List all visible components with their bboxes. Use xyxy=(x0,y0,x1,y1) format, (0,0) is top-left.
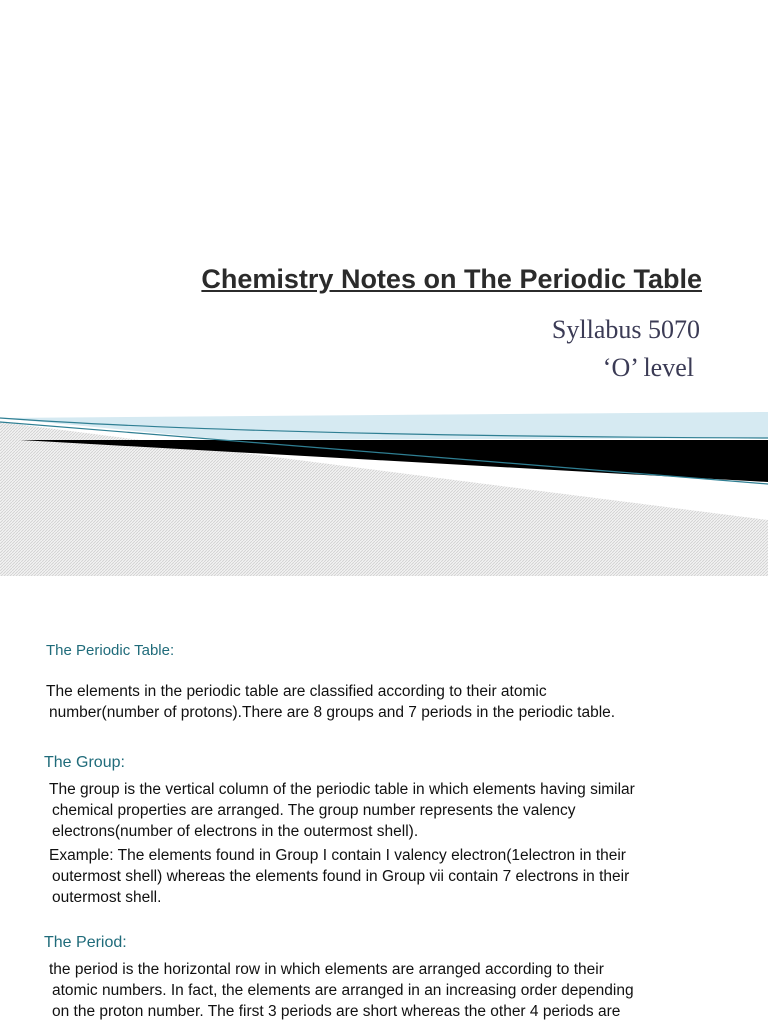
text-line: outermost shell. xyxy=(52,889,162,906)
subtitle-syllabus: Syllabus 5070 xyxy=(551,315,700,344)
heading-group: The Group: xyxy=(44,754,125,771)
text-line: The group is the vertical column of the periodic table in which elements having similar xyxy=(49,781,635,798)
text-line: Example: The elements found in Group I contain I valency electron(1electron in their xyxy=(49,847,626,864)
periodic-table-notes-slide xyxy=(0,576,768,1024)
text-line: The elements in the periodic table are classified according to their atomic xyxy=(46,683,547,700)
periodic-table-paragraph xyxy=(46,681,746,723)
text-line: number(number of protons).There are 8 groups and 7 periods in the periodic table. xyxy=(49,704,616,721)
text-line: chemical properties are arranged. The group number represents the valency xyxy=(52,802,576,819)
group-paragraph xyxy=(49,779,749,842)
slide-title: Chemistry Notes on The Periodic Table xyxy=(201,264,702,294)
heading-periodic-table: The Periodic Table: xyxy=(46,642,175,659)
text-line: outermost shell) whereas the elements found in Group vii contain 7 electrons in their xyxy=(52,868,630,885)
text-line: on the proton number. The first 3 periods are short whereas the other 4 periods are xyxy=(52,1003,621,1020)
heading-period: The Period: xyxy=(44,934,127,951)
period-paragraph xyxy=(49,959,749,1022)
text-line: the period is the horizontal row in which elements are arranged according to their xyxy=(49,961,604,978)
group-example-paragraph xyxy=(49,845,749,908)
light-blue-band xyxy=(0,412,768,440)
text-line: atomic numbers. In fact, the elements are arranged in an increasing order depending xyxy=(52,982,634,999)
subtitle-level: ‘O’ level xyxy=(602,353,694,382)
slide-subtitle xyxy=(552,311,700,387)
decorative-wave-band xyxy=(0,400,768,576)
text-line: electrons(number of electrons in the outermost shell). xyxy=(52,823,419,840)
